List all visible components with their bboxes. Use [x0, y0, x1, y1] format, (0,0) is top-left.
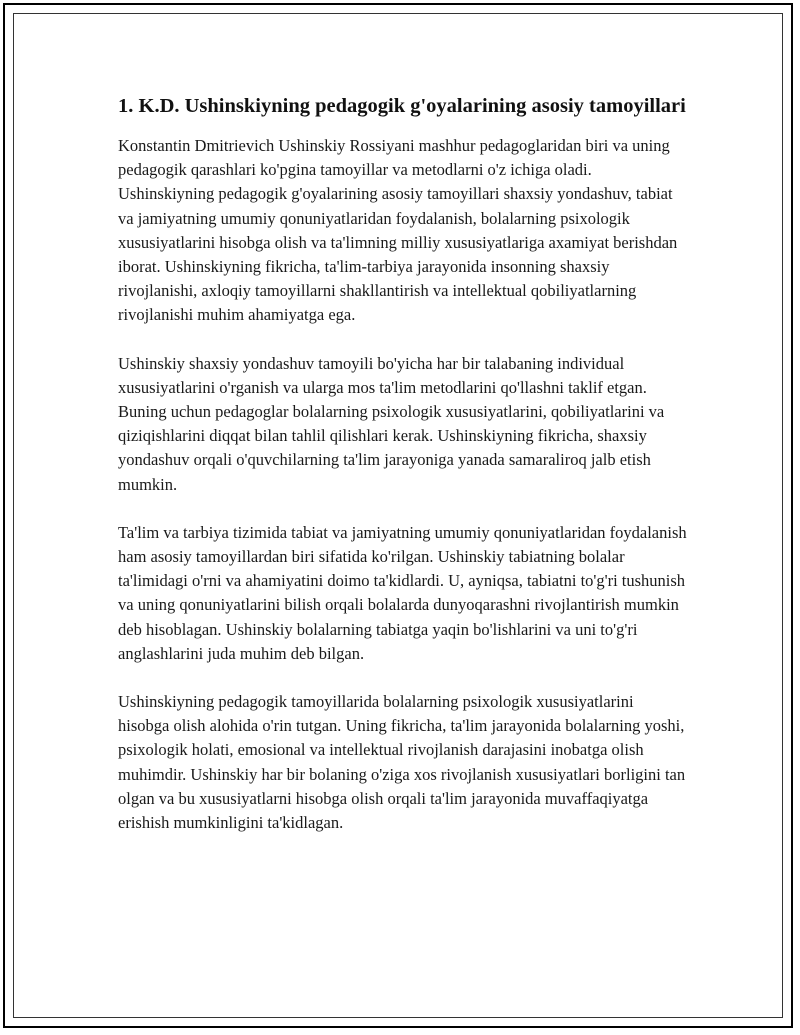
- paragraph-4: Ushinskiyning pedagogik tamoyillarida bolalarning psixologik xususiyatlarini hisobga olish alohida o'rin tutgan. Uning fikricha, ta'lim jarayonida bolalarning yoshi, psixologik holati, emosional va intellektual rivojlanish darajasini inobatga olish muhimdir. Ushinskiy har bir bolaning o'ziga xos rivojlanish xususiyatlari borligini tan olgan va bu xususiyatlarni hisobga olish orqali ta'lim jarayonida muvaffaqiyatga erishish mumkinligini ta'kidlagan.: [118, 692, 686, 833]
- paragraph-2: Ushinskiy shaxsiy yondashuv tamoyili bo'yicha har bir talabaning individual xususiyatlarini o'rganish va ularga mos ta'lim metodlarini qo'llashni taklif etgan. Buning uchun pedagoglar bolalarning psixologik xususiyatlarini, qobiliyatlarini va qiziqishlarini diqqat bilan tahlil qilishlari kerak. Ushinskiyning fikricha, shaxsiy yondashuv orqali o'quvchilarning ta'lim jarayoniga yanada samaraliroq jalb etish mumkin.: [118, 353, 665, 494]
- document-content: [118, 92, 688, 859]
- paragraph-1: Konstantin Dmitrievich Ushinskiy Rossiyani mashhur pedagoglaridan biri va uning pedagogik qarashlari ko'pgina tamoyillar va metodlarni o'z ichiga oladi. Ushinskiyning pedagogik g'oyalarining asosiy tamoyillari shaxsiy yondashuv, tabiat va jamiyatning umumiy qonuniyatlaridan foydalanish, bolalarning psixologik xususiyatlarini hisobga olish va ta'limning milliy xususiyatlariga axamiyat berishdan iborat. Ushinskiyning fikricha, ta'lim-tarbiya jarayonida insonning shaxsiy rivojlanishi, axloqiy tamoyillarni shakllantirish va intellektual qobiliyatlarning rivojlanishi muhim ahamiyatga ega.: [118, 136, 678, 325]
- section-heading: 1. K.D. Ushinskiyning pedagogik g'oyalarining asosiy tamoyillari: [118, 95, 686, 117]
- paragraph-3: Ta'lim va tarbiya tizimida tabiat va jamiyatning umumiy qonuniyatlaridan foydalanish ham asosiy tamoyillardan biri sifatida ko'rilgan. Ushinskiy tabiatning bolalar ta'limidagi o'rni va ahamiyatini doimo ta'kidlardi. U, ayniqsa, tabiatni to'g'ri tushunish va uning qonuniyatlarini bilish orqali bolalarda dunyoqarashni rivojlantirish mumkin deb hisoblagan. Ushinskiy bolalarning tabiatga yaqin bo'lishlarini va uni to'g'ri anglashlarini juda muhim deb bilgan.: [118, 522, 687, 663]
